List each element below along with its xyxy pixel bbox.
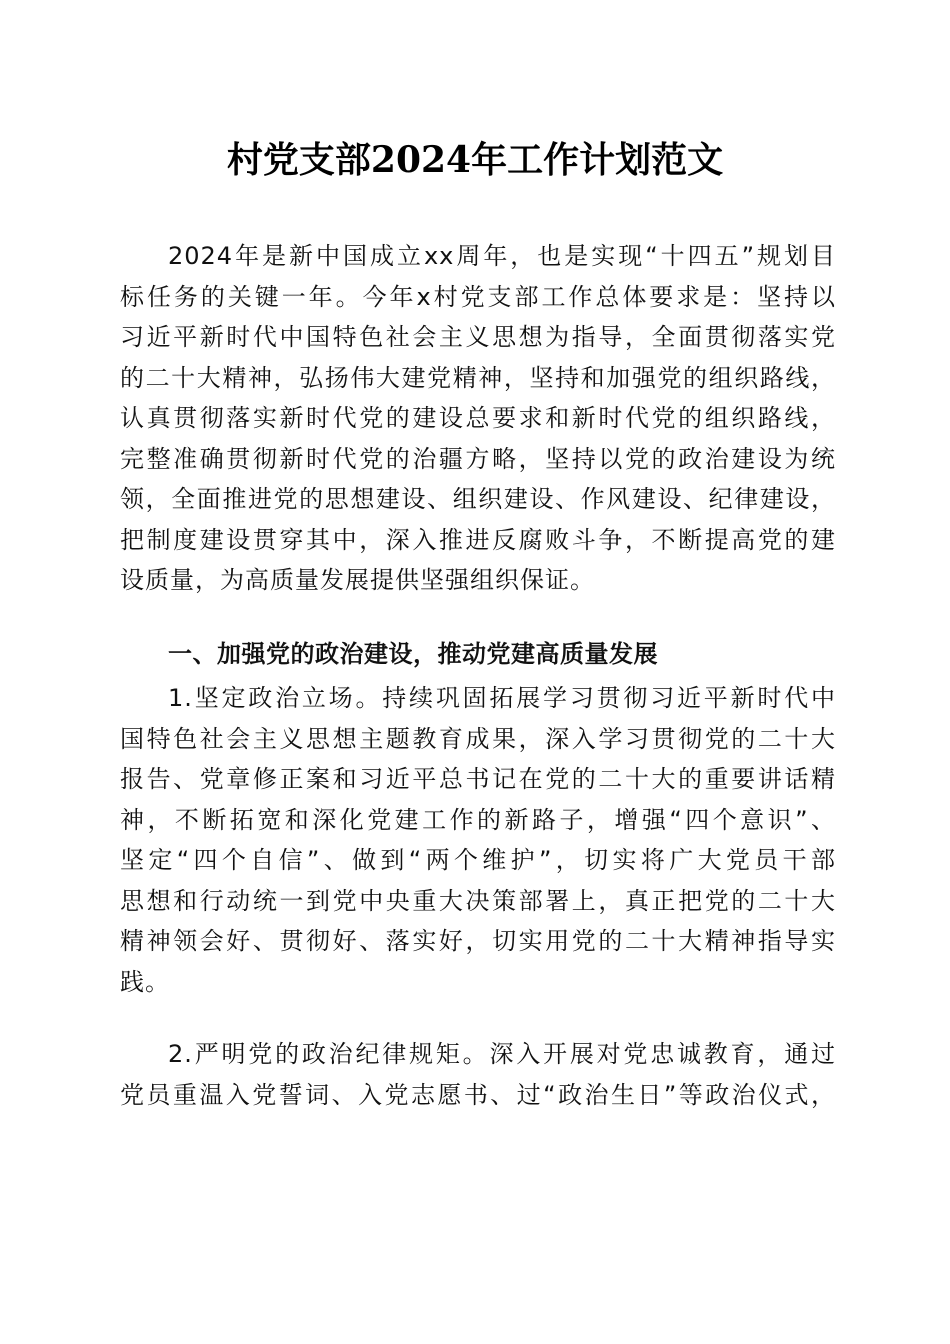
document-title: 村党支部2024年工作计划范文 (226, 139, 724, 181)
paragraph-line: 思想和行动统一到党中央重大决策部署上，真正把党的二十大 (120, 886, 836, 915)
paragraph-line: 把制度建设贯穿其中，深入推进反腐败斗争，不断提高党的建 (120, 525, 836, 554)
paragraph-line: 习近平新时代中国特色社会主义思想为指导，全面贯彻落实党 (120, 323, 836, 351)
paragraph-line: 精神领会好、贯彻好、落实好，切实用党的二十大精神指导实 (120, 927, 836, 955)
paragraph-line: 标任务的关键一年。今年x村党支部工作总体要求是：坚持以 (120, 282, 836, 311)
paragraph-line: 完整准确贯彻新时代党的治疆方略，坚持以党的政治建设为统 (120, 444, 836, 473)
paragraph-line: 国特色社会主义思想主题教育成果，深入学习贯彻党的二十大 (120, 724, 836, 753)
paragraph-line: 1.坚定政治立场。持续巩固拓展学习贯彻习近平新时代中 (168, 684, 836, 712)
section-heading (120, 634, 836, 675)
intro-paragraph (120, 236, 836, 601)
item2-paragraph (120, 1034, 836, 1115)
paragraph-line: 领，全面推进党的思想建设、组织建设、作风建设、纪律建设， (120, 485, 836, 513)
paragraph-line: 的二十大精神，弘扬伟大建党精神，坚持和加强党的组织路线， (120, 363, 836, 392)
section-heading-text: 一、加强党的政治建设，推动党建高质量发展 (168, 640, 658, 668)
paragraph-line: 践。 (120, 967, 170, 996)
paragraph-line: 神，不断拓宽和深化党建工作的新路子，增强“四个意识”、 (120, 805, 836, 834)
paragraph-line: 设质量，为高质量发展提供坚强组织保证。 (120, 566, 595, 594)
paragraph-line: 认真贯彻落实新时代党的建设总要求和新时代党的组织路线， (120, 404, 836, 432)
paragraph-line: 2024年是新中国成立xx周年，也是实现“十四五”规划目 (168, 242, 836, 270)
paragraph-line: 坚定“四个自信”、做到“两个维护”，切实将广大党员干部 (120, 846, 836, 874)
item1-paragraph (120, 678, 836, 1002)
paragraph-line: 2.严明党的政治纪律规矩。深入开展对党忠诚教育，通过 (168, 1040, 836, 1068)
paragraph-line: 党员重温入党誓词、入党志愿书、过“政治生日”等政治仪式， (120, 1080, 836, 1109)
paragraph-line: 报告、党章修正案和习近平总书记在党的二十大的重要讲话精 (120, 765, 836, 793)
